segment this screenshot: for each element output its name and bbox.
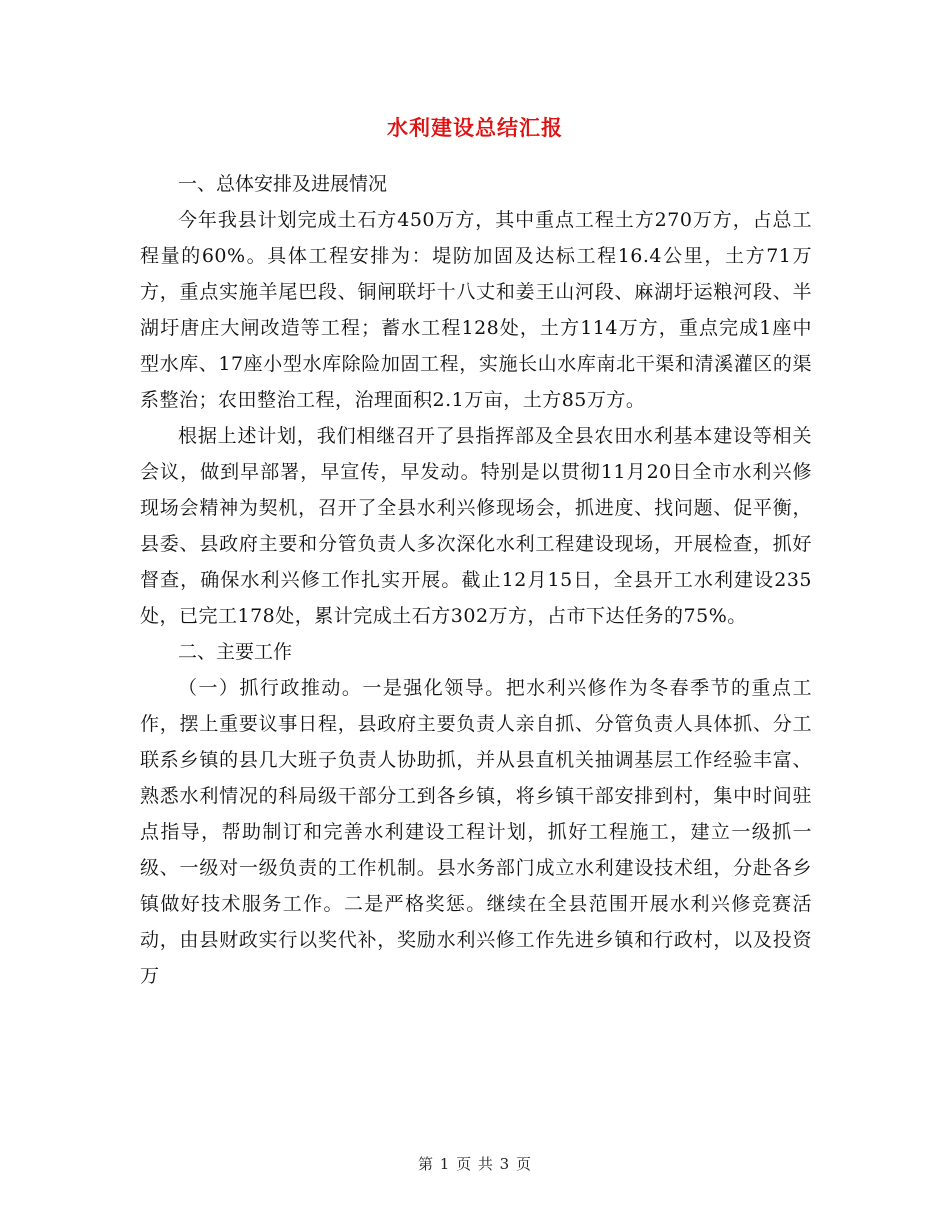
section-heading-1: 一、总体安排及进展情况	[178, 173, 388, 195]
document-body	[140, 166, 812, 994]
page-number-footer: 第 1 页 共 3 页	[418, 1155, 532, 1173]
paragraph: 今年我县计划完成土石方450万方，其中重点工程土方270万方，占总工程量的60%。具体工程安排为：堤防加固及达标工程16.4公里，土方71万方，重点实施羊尾巴段、铜闸联圩十八丈和姜王山河段、麻湖圩运粮河段、半湖圩唐庄大闸改造等工程；蓄水工程128处，土方114万方，重点完成1座中型水库、17座小型水库除险加固工程，实施长山水库南北干渠和清溪灌区的渠系整治；农田整治工程，治理面积2.1万亩，土方85万方。	[140, 209, 812, 411]
paragraph: 根据上述计划，我们相继召开了县指挥部及全县农田水利基本建设等相关会议，做到早部署，早宣传，早发动。特别是以贯彻11月20日全市水利兴修现场会精神为契机，召开了全县水利兴修现场会，抓进度、找问题、促平衡，县委、县政府主要和分管负责人多次深化水利工程建设现场，开展检查，抓好督查，确保水利兴修工作扎实开展。截止12月15日，全县开工水利建设235处，已完工178处，累计完成土石方302万方，占市下达任务的75%。	[140, 425, 812, 627]
document-title: 水利建设总结汇报	[387, 115, 563, 140]
paragraph: （一）抓行政推动。一是强化领导。把水利兴修作为冬春季节的重点工作，摆上重要议事日程，县政府主要负责人亲自抓、分管负责人具体抓、分工联系乡镇的县几大班子负责人协助抓，并从县直机关抽调基层工作经验丰富、熟悉水利情况的科局级干部分工到各乡镇，将乡镇干部安排到村，集中时间驻点指导，帮助制订和完善水利建设工程计划，抓好工程施工，建立一级抓一级、一级对一级负责的工作机制。县水务部门成立水利建设技术组，分赴各乡镇做好技术服务工作。二是严格奖惩。继续在全县范围开展水利兴修竞赛活动，由县财政实行以奖代补，奖励水利兴修工作先进乡镇和行政村，以及投资万	[140, 677, 812, 987]
section-heading-2: 二、主要工作	[178, 641, 293, 663]
